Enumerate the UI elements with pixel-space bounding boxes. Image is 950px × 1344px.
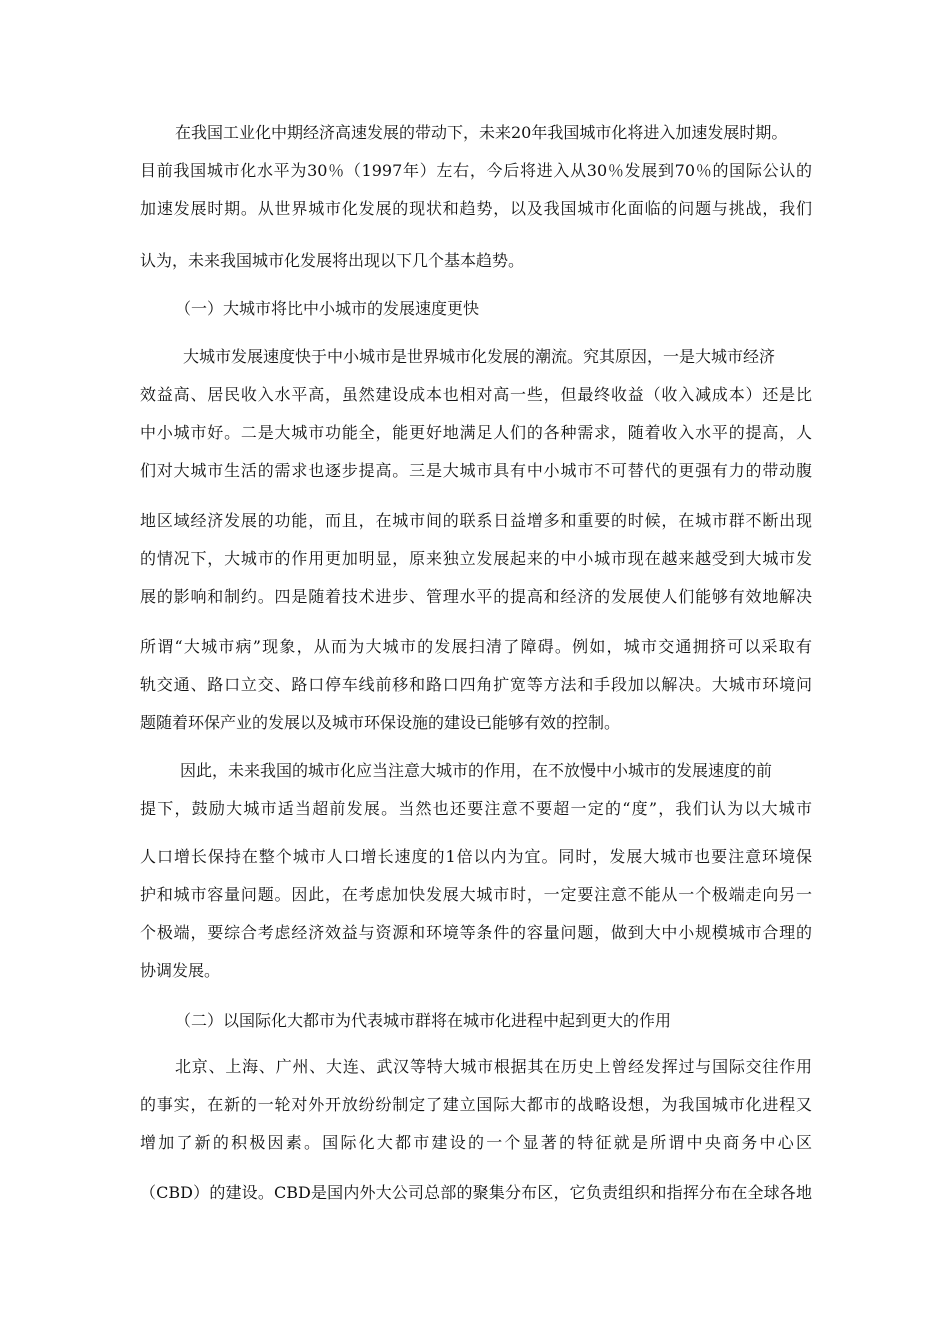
text-line: 人口增长保持在整个城市人口增长速度的1倍以内为宜。同时，发展大城市也要注意环境保 <box>140 847 812 866</box>
text-line: 题随着环保产业的发展以及城市环保设施的建设已能够有效的控制。 <box>140 713 621 732</box>
text-line: 增加了新的积极因素。国际化大都市建设的一个显著的特征就是所谓中央商务中心区 <box>140 1133 812 1152</box>
text-line: 中小城市好。二是大城市功能全，能更好地满足人们的各种需求，随着收入水平的提高，人 <box>140 423 812 442</box>
text-line: 地区域经济发展的功能，而且，在城市间的联系日益增多和重要的时候，在城市群不断出现 <box>140 511 812 530</box>
text-line: 加速发展时期。从世界城市化发展的现状和趋势，以及我国城市化面临的问题与挑战，我们 <box>140 199 812 218</box>
text-line: 的情况下，大城市的作用更加明显，原来独立发展起来的中小城市现在越来越受到大城市发 <box>140 549 812 568</box>
text-line: 们对大城市生活的需求也逐步提高。三是大城市具有中小城市不可替代的更强有力的带动腹 <box>140 461 812 480</box>
text-line: 北京、上海、广州、大连、武汉等特大城市根据其在历史上曾经发挥过与国际交往作用 <box>175 1057 812 1076</box>
text-line: 展的影响和制约。四是随着技术进步、管理水平的提高和经济的发展使人们能够有效地解决 <box>140 587 812 606</box>
text-line: 所谓“大城市病”现象，从而为大城市的发展扫清了障碍。例如，城市交通拥挤可以采取有 <box>140 637 812 656</box>
text-line: 护和城市容量问题。因此，在考虑加快发展大城市时，一定要注意不能从一个极端走向另一 <box>140 885 812 904</box>
text-line: 目前我国城市化水平为30％（1997年）左右，今后将进入从30％发展到70％的国际公认的 <box>140 161 812 180</box>
text-line: 效益高、居民收入水平高，虽然建设成本也相对高一些，但最终收益（收入减成本）还是比 <box>140 385 812 404</box>
text-line: 大城市发展速度快于中小城市是世界城市化发展的潮流。究其原因，一是大城市经济 <box>183 347 776 366</box>
text-line: 个极端，要综合考虑经济效益与资源和环境等条件的容量问题，做到大中小规模城市合理的 <box>140 923 812 942</box>
text-line: 认为，未来我国城市化发展将出现以下几个基本趋势。 <box>140 251 525 270</box>
text-line: 在我国工业化中期经济高速发展的带动下，未来20年我国城市化将进入加速发展时期。 <box>175 123 788 142</box>
section-heading-2: （二）以国际化大都市为代表城市群将在城市化进程中起到更大的作用 <box>175 1011 672 1030</box>
text-line: 因此，未来我国的城市化应当注意大城市的作用，在不放慢中小城市的发展速度的前 <box>180 761 773 780</box>
text-line: 协调发展。 <box>140 961 221 980</box>
text-line: 的事实，在新的一轮对外开放纷纷制定了建立国际大都市的战略设想，为我国城市化进程又 <box>140 1095 812 1114</box>
section-heading-1: （一）大城市将比中小城市的发展速度更快 <box>175 299 480 318</box>
text-line: （CBD）的建设。CBD是国内外大公司总部的聚集分布区，它负责组织和指挥分布在全球各地 <box>140 1183 812 1202</box>
text-line: 提下，鼓励大城市适当超前发展。当然也还要注意不要超一定的“度”，我们认为以大城市 <box>140 799 812 818</box>
text-line: 轨交通、路口立交、路口停车线前移和路口四角扩宽等方法和手段加以解决。大城市环境问 <box>140 675 812 694</box>
